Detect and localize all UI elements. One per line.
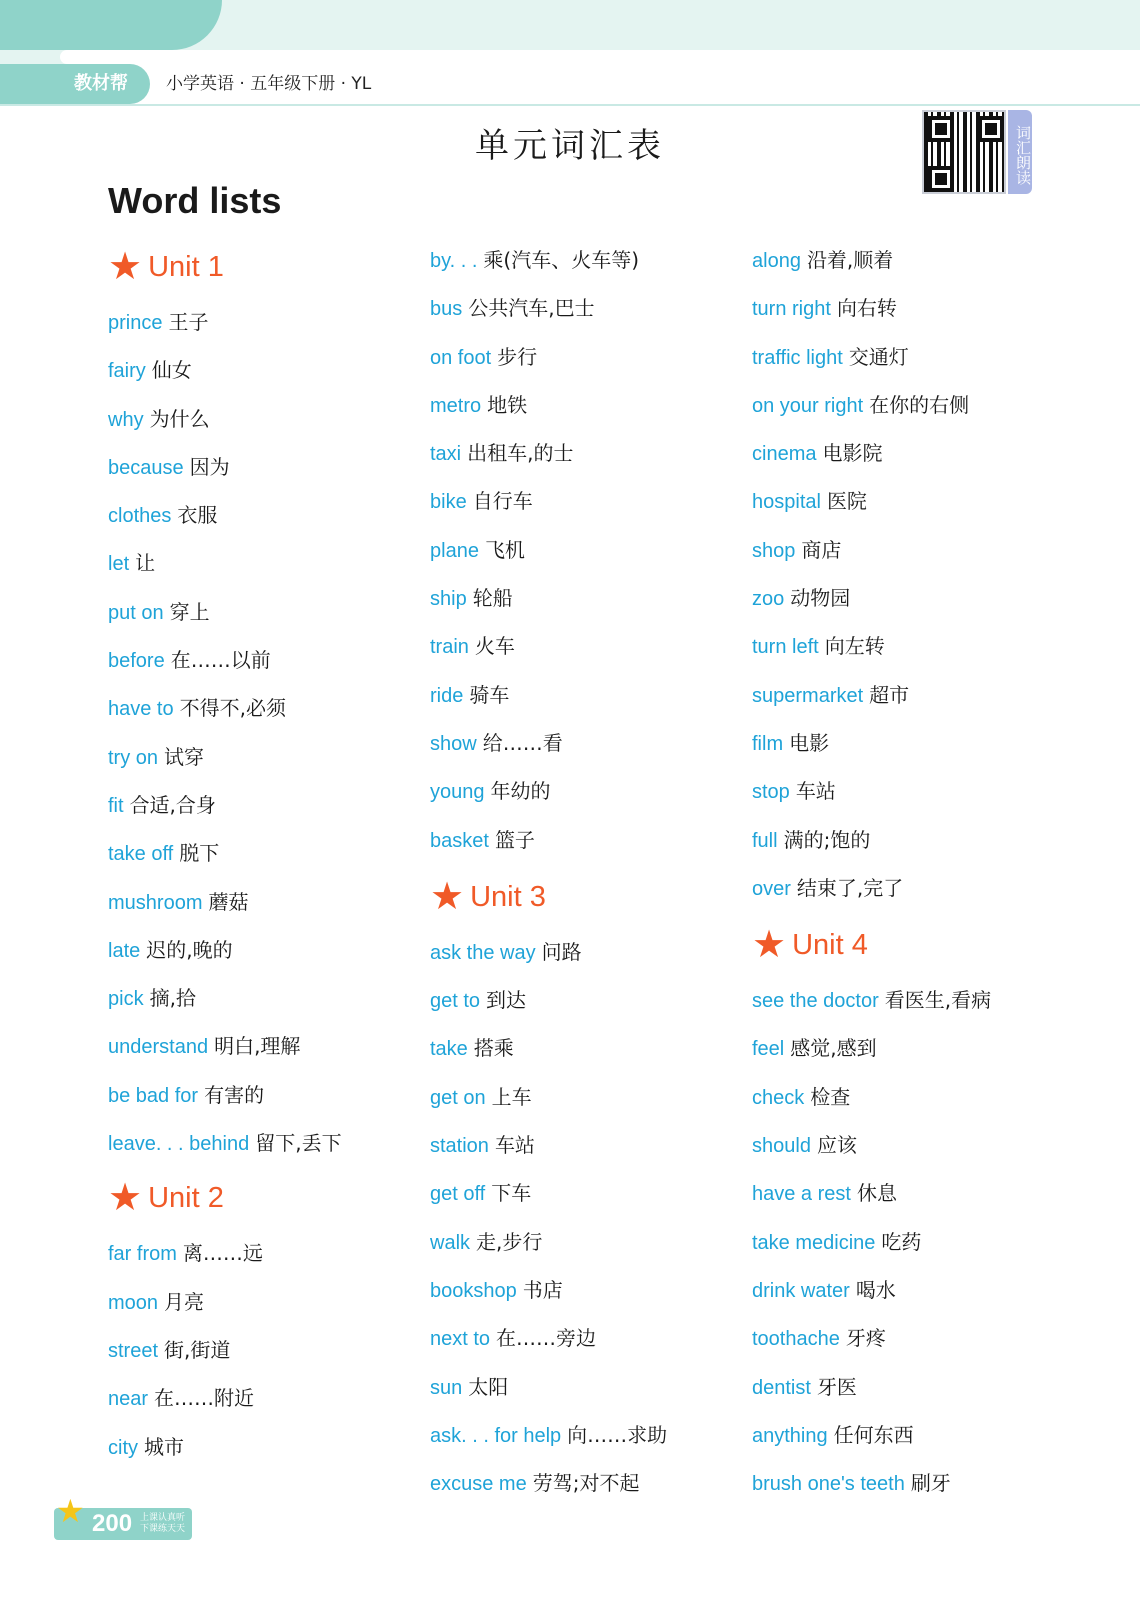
vocab-english: anything — [752, 1424, 828, 1447]
vocab-chinese: 在……旁边 — [496, 1326, 597, 1351]
vocab-english: get off — [430, 1183, 486, 1206]
vocab-english: taxi — [430, 443, 462, 466]
vocab-entry — [752, 976, 1072, 1024]
vocab-entry — [752, 1218, 1072, 1266]
vocab-entry — [430, 1266, 750, 1314]
vocab-english: fairy — [108, 360, 146, 383]
vocab-entry — [430, 976, 750, 1024]
vocab-english: let — [108, 553, 130, 576]
vocab-english: sun — [430, 1376, 463, 1399]
vocab-chinese: 在你的右侧 — [869, 392, 970, 417]
vocab-english: prince — [108, 312, 163, 334]
vocab-english: show — [430, 732, 477, 755]
vocab-entry — [752, 719, 1072, 767]
vocab-entry — [752, 1073, 1072, 1121]
vocab-english: station — [430, 1135, 489, 1158]
vocab-chinese: 交通灯 — [848, 344, 909, 369]
vocab-english: get on — [430, 1086, 486, 1109]
vocab-english: late — [108, 939, 141, 962]
vocab-english: take medicine — [752, 1231, 876, 1254]
vocab-english: cinema — [752, 443, 817, 466]
vocab-chinese: 留下,丢下 — [255, 1131, 342, 1156]
vocab-chinese: 为什么 — [149, 406, 210, 431]
page-number: 200 — [92, 1510, 133, 1537]
vocab-english: bus — [430, 298, 463, 321]
vocab-english: fit — [108, 794, 124, 817]
vocab-chinese: 感觉,感到 — [790, 1036, 877, 1061]
vocab-entry — [752, 526, 1072, 574]
vocab-chinese: 休息 — [856, 1181, 897, 1206]
vocab-entry — [108, 1071, 428, 1119]
vocab-entry — [752, 816, 1072, 864]
header-tab-decoration — [0, 0, 222, 50]
vocab-english: bookshop — [430, 1279, 517, 1302]
vocab-entry — [108, 1278, 428, 1326]
vocab-english: along — [752, 250, 801, 272]
vocab-english: should — [752, 1135, 811, 1158]
vocab-chinese: 穿上 — [169, 599, 210, 624]
vocab-chinese: 任何东西 — [833, 1422, 914, 1447]
vocab-english: hospital — [752, 491, 821, 514]
vocab-chinese: 公共汽车,巴士 — [468, 296, 595, 321]
unit-heading: ★ Unit 3 — [430, 875, 546, 918]
vocab-english: toothache — [752, 1328, 840, 1351]
vocab-english: supermarket — [752, 684, 864, 707]
vocab-chinese: 车站 — [795, 779, 836, 804]
vocab-english: full — [752, 829, 778, 852]
vocab-chinese: 迟的,晚的 — [146, 937, 233, 962]
vocab-chinese: 轮船 — [472, 586, 513, 611]
vocab-english: walk — [430, 1231, 471, 1254]
vocab-entry — [430, 526, 750, 574]
word-column-3 — [752, 236, 1072, 1507]
vocab-entry — [752, 1459, 1072, 1507]
vocab-chinese: 沿着,顺着 — [806, 248, 894, 272]
vocab-english: ask the way — [430, 941, 536, 964]
vocab-english: brush one's teeth — [752, 1473, 905, 1496]
vocab-chinese: 在……以前 — [170, 648, 271, 673]
vocab-entry — [108, 298, 428, 346]
qr-finder-pattern — [928, 166, 954, 192]
vocab-chinese: 应该 — [816, 1133, 857, 1158]
vocab-entry — [108, 878, 428, 926]
vocab-entry — [752, 1121, 1072, 1169]
vocab-chinese: 刷牙 — [910, 1471, 951, 1496]
vocab-chinese: 步行 — [497, 344, 538, 369]
vocab-chinese: 不得不,必须 — [179, 696, 286, 721]
vocab-english: dentist — [752, 1376, 811, 1399]
vocab-entry — [430, 622, 750, 670]
vocab-entry — [752, 1411, 1072, 1459]
vocab-chinese: 摘,拾 — [149, 986, 196, 1011]
vocab-english: take off — [108, 843, 174, 866]
brand-label: 教材帮 — [0, 64, 150, 104]
vocab-chinese: 劳驾;对不起 — [532, 1471, 640, 1496]
vocab-english: see the doctor — [752, 990, 879, 1013]
unit-heading: ★ Unit 2 — [108, 1177, 224, 1220]
vocab-entry — [752, 1024, 1072, 1072]
vocab-chinese: 自行车 — [472, 489, 533, 514]
vocab-english: stop — [752, 781, 790, 804]
vocab-entry — [752, 864, 1072, 912]
vocab-entry — [430, 816, 750, 864]
vocab-entry — [108, 395, 428, 443]
vocab-chinese: 向左转 — [824, 634, 885, 659]
qr-label: 词汇朗读 — [1008, 110, 1032, 194]
vocab-entry — [430, 1363, 750, 1411]
vocab-entry — [752, 236, 1072, 284]
vocab-chinese: 走,步行 — [476, 1229, 543, 1254]
vocab-english: basket — [430, 829, 489, 852]
vocab-chinese: 满的;饱的 — [783, 827, 871, 852]
vocab-english: leave. . . behind — [108, 1133, 250, 1156]
vocab-entry — [108, 588, 428, 636]
vocab-chinese: 骑车 — [469, 682, 510, 707]
vocab-english: shop — [752, 539, 796, 562]
vocab-entry — [430, 1169, 750, 1217]
vocab-chinese: 给……看 — [482, 730, 563, 755]
vocab-entry — [752, 333, 1072, 381]
vocab-entry — [430, 429, 750, 477]
vocab-chinese: 让 — [135, 551, 156, 576]
vocab-entry — [752, 767, 1072, 815]
vocab-english: ride — [430, 684, 464, 707]
vocab-chinese: 向右转 — [836, 296, 897, 321]
vocab-entry — [430, 381, 750, 429]
vocab-chinese: 因为 — [189, 454, 230, 479]
vocab-english: turn left — [752, 636, 819, 659]
vocab-english: why — [108, 408, 144, 431]
vocab-entry — [108, 1022, 428, 1070]
vocab-entry — [752, 622, 1072, 670]
unit-heading: ★ Unit 4 — [752, 924, 868, 967]
vocab-entry — [430, 333, 750, 381]
vocab-entry — [430, 477, 750, 525]
vocab-entry — [108, 539, 428, 587]
vocab-entry — [430, 1411, 750, 1459]
vocab-chinese: 出租车,的士 — [467, 441, 574, 466]
vocab-entry — [108, 1374, 428, 1422]
vocab-english: because — [108, 456, 184, 479]
vocab-chinese: 超市 — [869, 682, 910, 707]
vocab-english: far from — [108, 1243, 177, 1266]
vocab-entry — [108, 781, 428, 829]
vocab-chinese: 牙医 — [816, 1374, 857, 1399]
vocab-english: train — [430, 636, 469, 659]
vocab-english: young — [430, 781, 485, 804]
vocab-entry — [752, 381, 1072, 429]
vocab-english: on foot — [430, 346, 492, 369]
word-column-2 — [430, 236, 750, 1507]
vocab-chinese: 蘑菇 — [208, 889, 249, 914]
vocab-entry — [752, 284, 1072, 332]
vocab-english: feel — [752, 1038, 785, 1061]
vocab-entry — [430, 767, 750, 815]
vocab-entry — [108, 926, 428, 974]
vocab-entry — [430, 1314, 750, 1362]
vocab-entry — [430, 1218, 750, 1266]
vocab-chinese: 衣服 — [177, 503, 218, 528]
vocab-english: near — [108, 1388, 149, 1411]
vocab-chinese: 脱下 — [179, 841, 220, 866]
vocab-entry — [108, 974, 428, 1022]
qr-finder-pattern — [928, 116, 954, 142]
unit-heading: ★ Unit 1 — [108, 246, 224, 288]
vocab-chinese: 年幼的 — [490, 779, 551, 804]
vocab-entry — [430, 1121, 750, 1169]
vocab-entry — [108, 636, 428, 684]
vocab-chinese: 太阳 — [468, 1374, 509, 1399]
vocab-chinese: 仙女 — [151, 358, 192, 383]
vocab-english: film — [752, 732, 784, 755]
book-title: 小学英语 · 五年级下册 · YL — [166, 74, 372, 94]
vocab-chinese: 问路 — [541, 939, 582, 964]
star-icon: ★ — [752, 924, 787, 967]
vocab-chinese: 结束了,完了 — [796, 875, 904, 900]
vocab-english: excuse me — [430, 1473, 527, 1496]
vocab-entry — [430, 1073, 750, 1121]
vocab-entry — [752, 477, 1072, 525]
vocab-english: mushroom — [108, 891, 203, 914]
vocab-chinese: 在……附近 — [154, 1386, 255, 1411]
vocab-entry — [752, 574, 1072, 622]
vocab-english: bike — [430, 491, 467, 514]
vocab-english: ask. . . for help — [430, 1424, 562, 1447]
vocab-chinese: 城市 — [144, 1434, 184, 1459]
vocab-english: moon — [108, 1291, 159, 1314]
vocab-entry — [430, 1024, 750, 1072]
vocab-chinese: 吃药 — [881, 1229, 922, 1254]
vocab-english: before — [108, 650, 165, 673]
vocab-english: plane — [430, 539, 479, 562]
vocab-entry — [752, 1169, 1072, 1217]
page-title: 单元词汇表 — [475, 126, 665, 166]
vocab-chinese: 搭乘 — [473, 1036, 514, 1061]
vocab-english: next to — [430, 1328, 491, 1351]
vocab-english: ship — [430, 588, 467, 611]
vocab-entry — [108, 1326, 428, 1374]
vocab-entry — [430, 928, 750, 976]
vocab-entry — [108, 733, 428, 781]
vocab-entry — [108, 829, 428, 877]
vocab-chinese: 明白,理解 — [214, 1034, 301, 1059]
vocab-english: have to — [108, 698, 174, 721]
vocab-chinese: 车站 — [494, 1133, 535, 1158]
vocab-entry — [430, 671, 750, 719]
vocab-entry — [108, 346, 428, 394]
vocab-chinese: 向……求助 — [567, 1422, 668, 1447]
vocab-chinese: 合适,合身 — [129, 792, 216, 817]
vocab-chinese: 医院 — [826, 489, 867, 514]
vocab-english: understand — [108, 1036, 209, 1059]
vocab-chinese: 书店 — [522, 1277, 563, 1302]
vocab-entry — [108, 1423, 428, 1471]
vocab-entry — [108, 684, 428, 732]
vocab-chinese: 商店 — [801, 537, 842, 562]
vocab-english: city — [108, 1436, 138, 1459]
qr-code-icon[interactable] — [922, 110, 1006, 194]
vocab-entry — [752, 1363, 1072, 1411]
vocab-english: over — [752, 877, 791, 900]
vocab-chinese: 喝水 — [855, 1277, 896, 1302]
vocab-chinese: 篮子 — [494, 827, 535, 852]
vocab-chinese: 月亮 — [164, 1289, 205, 1314]
star-icon: ★ — [108, 1177, 143, 1220]
vocab-chinese: 牙疼 — [845, 1326, 886, 1351]
vocab-chinese: 离……远 — [182, 1241, 263, 1266]
vocab-english: by. . . — [430, 250, 478, 272]
page-motto: 上课认真听 下课练天天 — [140, 1513, 186, 1534]
vocab-entry — [752, 429, 1072, 477]
vocab-english: traffic light — [752, 346, 843, 369]
vocab-entry — [752, 671, 1072, 719]
vocab-chinese: 下车 — [491, 1181, 532, 1206]
vocab-chinese: 动物园 — [790, 586, 851, 611]
vocab-chinese: 飞机 — [484, 537, 525, 562]
star-icon: ★ — [430, 875, 465, 918]
vocab-entry — [108, 1119, 428, 1167]
vocab-chinese: 电影院 — [822, 441, 883, 466]
vocab-english: try on — [108, 746, 159, 769]
vocab-english: be bad for — [108, 1084, 199, 1107]
vocab-entry — [430, 284, 750, 332]
vocab-entry — [430, 719, 750, 767]
vocab-english: check — [752, 1086, 805, 1109]
vocab-entry — [752, 1314, 1072, 1362]
vocab-chinese: 上车 — [491, 1084, 532, 1109]
vocab-chinese: 试穿 — [164, 744, 205, 769]
vocab-chinese: 街,街道 — [164, 1337, 231, 1362]
vocab-entry — [108, 443, 428, 491]
star-mascot-icon: ★ — [56, 1492, 85, 1530]
vocab-english: metro — [430, 394, 482, 417]
vocab-entry — [430, 236, 750, 284]
vocab-chinese: 电影 — [789, 730, 830, 755]
vocab-english: take — [430, 1038, 468, 1061]
vocab-entry — [752, 1266, 1072, 1314]
vocab-english: pick — [108, 988, 144, 1011]
vocab-entry — [108, 491, 428, 539]
vocab-chinese: 王子 — [168, 310, 209, 334]
vocab-chinese: 乘(汽车、火车等) — [483, 248, 640, 272]
vocab-chinese: 检查 — [810, 1084, 851, 1109]
vocab-english: on your right — [752, 394, 864, 417]
vocab-chinese: 到达 — [486, 988, 527, 1013]
header-rule — [60, 50, 1140, 64]
vocab-entry — [430, 574, 750, 622]
vocab-english: street — [108, 1339, 159, 1362]
vocab-english: put on — [108, 601, 164, 624]
vocab-english: zoo — [752, 588, 785, 611]
vocab-english: have a rest — [752, 1183, 851, 1206]
word-column-1 — [108, 236, 428, 1471]
vocab-english: drink water — [752, 1279, 850, 1302]
vocab-english: get to — [430, 990, 481, 1013]
vocab-chinese: 看医生,看病 — [884, 988, 992, 1013]
qr-block[interactable] — [922, 110, 1032, 194]
vocab-chinese: 有害的 — [204, 1082, 265, 1107]
qr-finder-pattern — [978, 116, 1004, 142]
vocab-english: clothes — [108, 505, 172, 528]
vocab-entry — [430, 1459, 750, 1507]
vocab-chinese: 地铁 — [487, 392, 528, 417]
star-icon: ★ — [108, 246, 143, 288]
vocab-entry — [108, 1229, 428, 1277]
vocab-chinese: 火车 — [474, 634, 515, 659]
section-title: Word lists — [108, 180, 282, 221]
vocab-english: turn right — [752, 298, 831, 321]
